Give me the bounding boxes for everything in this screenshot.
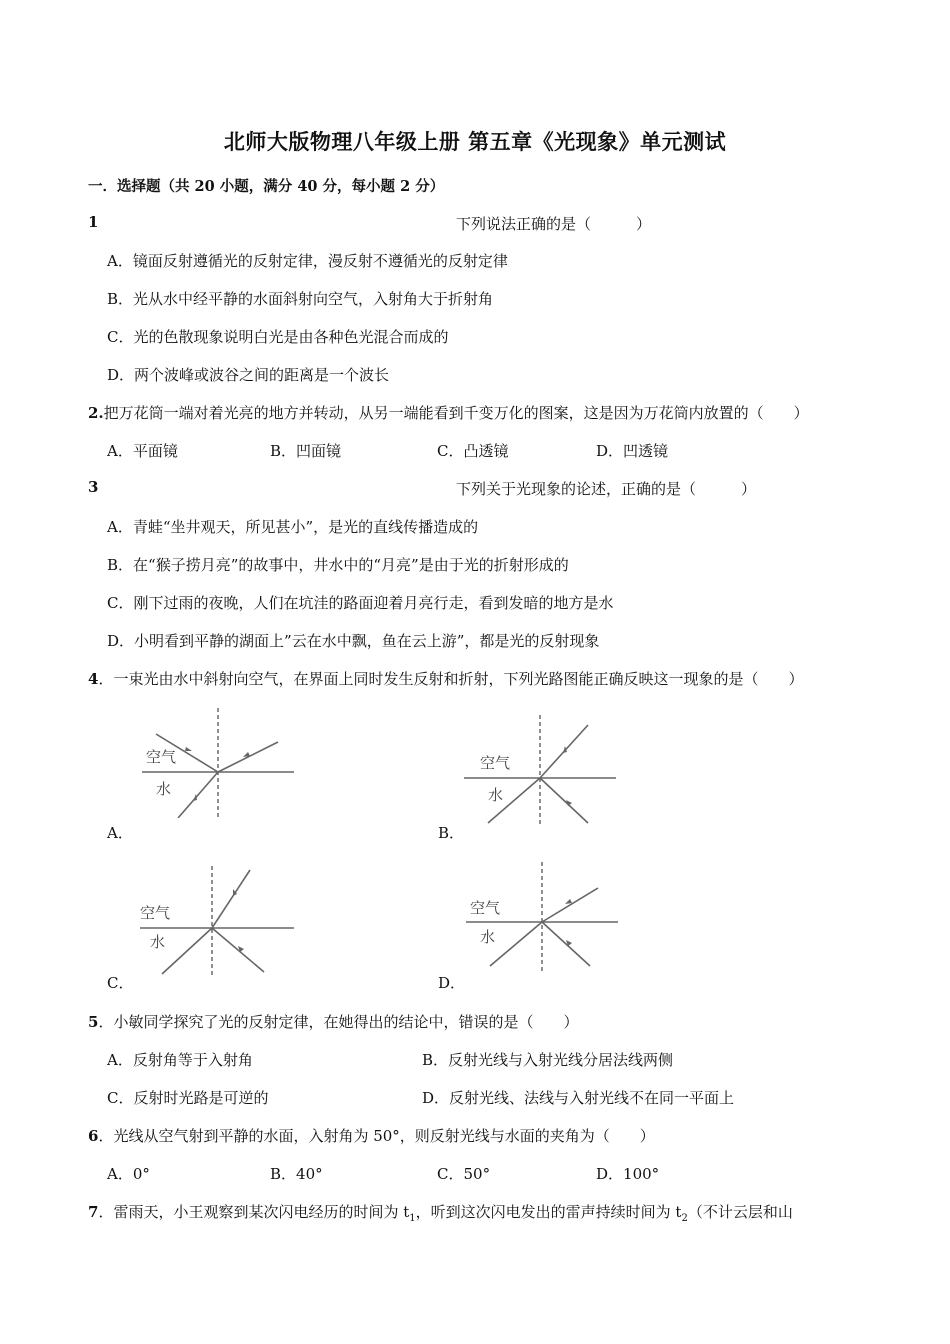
diagram-b-water-label: 水 xyxy=(488,786,504,804)
question-7-stem-a: ．雷雨天，小王观察到某次闪电经历的时间为 t xyxy=(98,1203,410,1221)
diagram-a xyxy=(138,706,298,818)
question-5-number: 5 xyxy=(88,1013,99,1031)
q5-option-a: A．反射角等于入射角 xyxy=(107,1051,253,1069)
q2-option-c: C．凸透镜 xyxy=(437,442,509,460)
q6-option-b: B．40° xyxy=(270,1165,323,1183)
question-2-stem: 把万花筒一端对着光亮的地方并转动，从另一端能看到千变万化的图案，这是因为万花筒内放置的（ ） xyxy=(103,404,809,422)
q5-option-b: B．反射光线与入射光线分居法线两侧 xyxy=(422,1051,674,1069)
q2-option-d: D．凹透镜 xyxy=(596,442,669,460)
question-6-stem: ．光线从空气射到平静的水面，入射角为 50°，则反射光线与水面的夹角为（ ） xyxy=(98,1127,655,1145)
q1-option-c: C．光的色散现象说明白光是由各种色光混合而成的 xyxy=(107,328,449,346)
q1-option-a: A．镜面反射遵循光的反射定律，漫反射不遵循光的反射定律 xyxy=(107,252,508,270)
diagram-c xyxy=(138,864,298,976)
diagram-c-air-label: 空气 xyxy=(140,904,171,922)
question-7-stem-c: （不计云层和山 xyxy=(687,1203,793,1221)
q1-option-b: B．光从水中经平静的水面斜射向空气，入射角大于折射角 xyxy=(107,290,494,308)
diagram-a-water-label: 水 xyxy=(156,780,172,798)
q4-option-c-label: C． xyxy=(107,974,134,992)
question-3-number: 3 xyxy=(88,478,99,496)
question-1-stem: 下列说法正确的是（ ） xyxy=(456,215,652,233)
question-4-number: 4 xyxy=(88,670,99,688)
question-7 xyxy=(88,1201,793,1224)
question-7-stem-b: ，听到这次闪电发出的雷声持续时间为 t xyxy=(415,1203,682,1221)
q3-option-b: B．在“猴子捞月亮”的故事中，井水中的“月亮”是由于光的折射形成的 xyxy=(107,556,569,574)
question-4 xyxy=(88,668,803,689)
q6-option-a: A．0° xyxy=(107,1165,150,1183)
question-1-number: 1 xyxy=(88,213,99,231)
question-6-number: 6 xyxy=(88,1127,99,1145)
q1-option-d: D．两个波峰或波谷之间的距离是一个波长 xyxy=(107,366,390,384)
diagram-d-air-label: 空气 xyxy=(470,899,501,917)
question-6 xyxy=(88,1125,655,1146)
q4-option-d-label: D． xyxy=(438,974,466,992)
question-7-number: 7 xyxy=(88,1203,99,1221)
q3-option-d: D．小明看到平静的湖面上”云在水中飘，鱼在云上游”，都是光的反射现象 xyxy=(107,632,600,650)
diagram-d xyxy=(462,860,622,972)
page-title: 北师大版物理八年级上册 第五章《光现象》单元测试 xyxy=(223,129,727,154)
question-2-number: 2. xyxy=(88,404,104,422)
q6-option-c: C．50° xyxy=(437,1165,491,1183)
question-5-stem: ．小敏同学探究了光的反射定律，在她得出的结论中，错误的是（ ） xyxy=(98,1013,579,1031)
diagram-a-air-label: 空气 xyxy=(146,748,177,766)
question-7-sub-1: 1 xyxy=(409,1213,416,1224)
q3-option-a: A．青蛙“坐井观天，所见甚小”，是光的直线传播造成的 xyxy=(107,518,479,536)
diagram-b xyxy=(460,713,620,825)
section-heading: 一．选择题（共 20 小题，满分 40 分，每小题 2 分） xyxy=(88,178,445,195)
q2-option-b: B．凹面镜 xyxy=(270,442,342,460)
q5-option-d: D．反射光线、法线与入射光线不在同一平面上 xyxy=(422,1089,735,1107)
question-5 xyxy=(88,1011,578,1032)
question-7-sub-2: 2 xyxy=(681,1213,688,1224)
q6-option-d: D．100° xyxy=(596,1165,660,1183)
q4-option-a-label: A． xyxy=(107,824,133,842)
q2-option-a: A．平面镜 xyxy=(107,442,178,460)
question-3-stem: 下列关于光现象的论述，正确的是（ ） xyxy=(456,480,757,498)
question-4-stem: ．一束光由水中斜射向空气，在界面上同时发生反射和折射，下列光路图能正确反映这一现象的是（ ） xyxy=(98,670,804,688)
diagram-d-water-label: 水 xyxy=(480,928,496,946)
question-2 xyxy=(88,402,809,423)
diagram-b-air-label: 空气 xyxy=(480,754,511,772)
q3-option-c: C．刚下过雨的夜晚，人们在坑洼的路面迎着月亮行走，看到发暗的地方是水 xyxy=(107,594,614,612)
diagram-c-water-label: 水 xyxy=(150,933,166,951)
q4-option-b-label: B． xyxy=(438,824,465,842)
q5-option-c: C．反射时光路是可逆的 xyxy=(107,1089,269,1107)
